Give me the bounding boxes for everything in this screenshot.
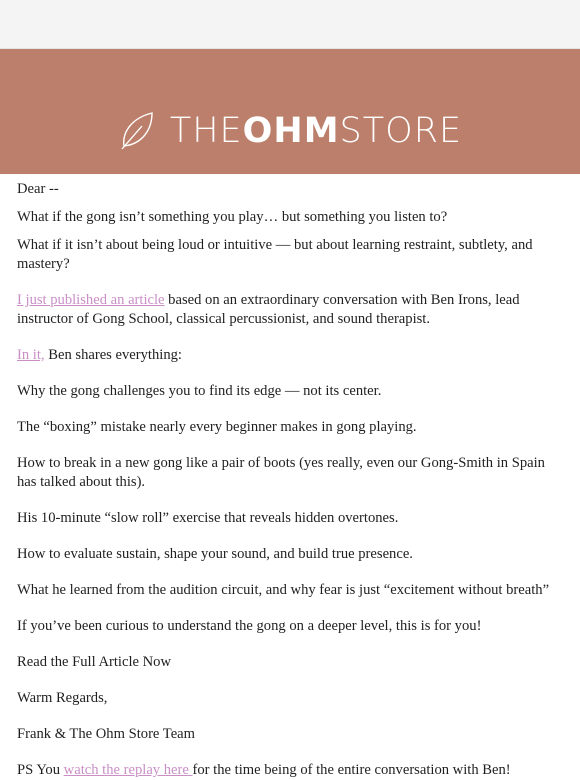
point-slow-roll: His 10-minute “slow roll” exercise that reveals hidden overtones. bbox=[17, 510, 399, 526]
point-sustain: How to evaluate sustain, shape your sound, and build true presence. bbox=[17, 546, 413, 562]
email-body bbox=[0, 174, 580, 780]
logo-ohm: OHM bbox=[242, 111, 340, 151]
article-paragraph-text: based on an extraordinary conversation with Ben Irons, lead instructor of Gong School, classical percussionist, and sound therapist. bbox=[17, 292, 520, 327]
journal-icon bbox=[274, 182, 292, 204]
singing-bowl-icon bbox=[100, 182, 128, 204]
brand-logo[interactable] bbox=[0, 111, 580, 151]
logo-the: THE bbox=[169, 111, 243, 151]
article-link[interactable]: I just published an article bbox=[17, 292, 165, 308]
in-it-paragraph bbox=[17, 346, 562, 365]
point-edge: Why the gong challenges you to find its edge — not its center. bbox=[17, 383, 382, 399]
in-it-link[interactable]: In it, bbox=[17, 347, 45, 363]
signature: Frank & The Ohm Store Team bbox=[17, 726, 195, 742]
email-preheader-strip bbox=[0, 0, 580, 49]
closing-paragraph: If you’ve been curious to understand the gong on a deeper level, this is for you! bbox=[17, 618, 482, 634]
nav-item-singing-bowls[interactable] bbox=[100, 182, 206, 204]
point-boxing: The “boxing” mistake nearly every beginner makes in gong playing. bbox=[17, 419, 417, 435]
leaf-icon bbox=[118, 110, 156, 150]
bundle-icon bbox=[403, 181, 429, 205]
ps-text: for the time being of the entire conversation with Ben! bbox=[192, 762, 511, 778]
read-article-cta: Read the Full Article Now bbox=[17, 654, 172, 670]
nav-item-bundles[interactable] bbox=[403, 181, 477, 205]
ps-paragraph bbox=[17, 761, 562, 780]
nav-item-journals[interactable] bbox=[274, 182, 340, 204]
point-audition: What he learned from the audition circuit, and why fear is just “excitement without breath” bbox=[17, 582, 550, 598]
nav-label-journals: Journals bbox=[299, 187, 340, 199]
intro-question-1: What if the gong isn’t something you play… but something you listen to? bbox=[17, 209, 448, 225]
article-paragraph bbox=[17, 291, 562, 329]
logo-wordmark bbox=[170, 111, 462, 151]
replay-link[interactable]: watch the replay here bbox=[63, 762, 193, 778]
nav-label-singing-bowls: Singing Bowls bbox=[136, 187, 206, 199]
category-nav bbox=[100, 181, 477, 205]
intro-question-2: What if it isn’t about being loud or intuitive — but about learning restraint, subtlety, and mastery? bbox=[17, 237, 533, 272]
greeting: Dear -- bbox=[17, 181, 59, 197]
in-it-text: Ben shares everything: bbox=[44, 347, 182, 363]
ps-prefix: PS You bbox=[17, 762, 64, 778]
point-break-in: How to break in a new gong like a pair of boots (yes really, even our Gong-Smith in Spain has talked about this). bbox=[17, 455, 545, 490]
sign-off: Warm Regards, bbox=[17, 690, 108, 706]
nav-label-bundles: Bundles bbox=[437, 187, 478, 199]
logo-store: STORE bbox=[339, 111, 463, 151]
